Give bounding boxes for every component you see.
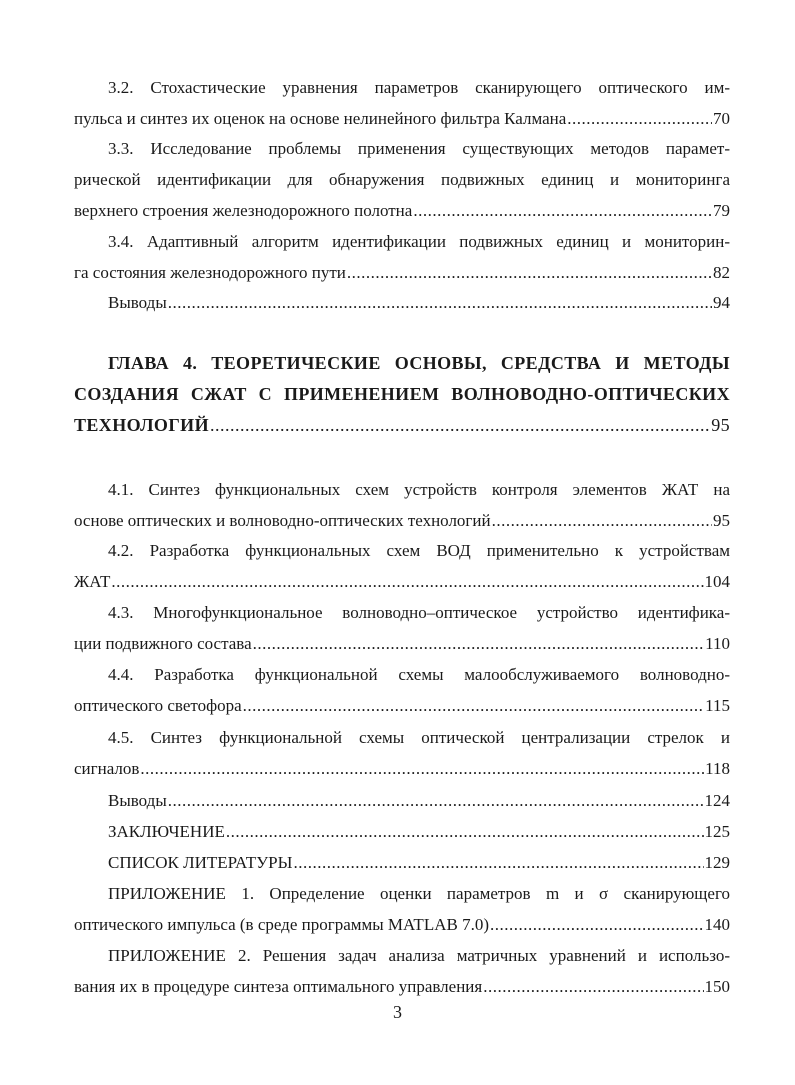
toc-entry-text: СПИСОК ЛИТЕРАТУРЫ bbox=[108, 853, 293, 872]
dot-leader bbox=[483, 971, 703, 1002]
toc-entry-text: оптического светофора bbox=[74, 696, 242, 715]
toc-entry-text: га состояния железнодорожного пути bbox=[74, 263, 346, 282]
toc-page-number: 125 bbox=[704, 822, 730, 841]
toc-entry-conclusion[interactable] bbox=[74, 816, 730, 847]
toc-page-number: 118 bbox=[705, 759, 730, 778]
toc-page-number: 140 bbox=[704, 915, 730, 934]
toc-page-number: 95 bbox=[713, 511, 730, 530]
dot-leader bbox=[492, 505, 712, 536]
toc-entry-conclusions-4[interactable] bbox=[74, 785, 730, 816]
toc-entry-text: 3.3. Исследование проблемы применения существующих методов парамет- bbox=[108, 139, 730, 158]
toc-entry-3-2[interactable] bbox=[74, 72, 730, 134]
dot-leader bbox=[168, 785, 704, 816]
dot-leader bbox=[111, 566, 703, 597]
toc-entry-text: 4.1. Синтез функциональных схем устройств контроля элементов ЖАТ на bbox=[108, 480, 730, 499]
chapter-heading: ГЛАВА 4. ТЕОРЕТИЧЕСКИЕ ОСНОВЫ, СРЕДСТВА И МЕТОДЫ bbox=[108, 353, 730, 373]
toc-entry-text: 4.2. Разработка функциональных схем ВОД применительно к устройствам bbox=[108, 541, 730, 560]
toc-page-number: 79 bbox=[713, 201, 730, 220]
toc-entry-text: 4.5. Синтез функциональной схемы оптической централизации стрелок и bbox=[108, 728, 730, 747]
toc-entry-text: верхнего строения железнодорожного полотна bbox=[74, 201, 413, 220]
toc-entry-text: 4.4. Разработка функциональной схемы малообслуживаемого волноводно- bbox=[108, 665, 730, 684]
toc-entry-text: 3.2. Стохастические уравнения параметров сканирующего оптического им- bbox=[108, 78, 730, 97]
toc-entry-4-1[interactable] bbox=[74, 474, 730, 536]
toc-entry-text: Выводы bbox=[108, 293, 167, 312]
toc-entry-text: пульса и синтез их оценок на основе нелинейного фильтра Калмана bbox=[74, 109, 567, 128]
toc-entry-4-5[interactable] bbox=[74, 722, 730, 784]
toc-page-number: 94 bbox=[713, 293, 730, 312]
dot-leader bbox=[210, 410, 710, 441]
toc-entry-text: ЗАКЛЮЧЕНИЕ bbox=[108, 822, 225, 841]
toc-page-number: 95 bbox=[711, 415, 730, 435]
dot-leader bbox=[140, 753, 704, 784]
dot-leader bbox=[347, 257, 712, 288]
toc-entry-text: вания их в процедуре синтеза оптимального управления bbox=[74, 977, 483, 996]
toc-entry-text: сигналов bbox=[74, 759, 140, 778]
toc-entry-3-3[interactable] bbox=[74, 133, 730, 226]
toc-page-number: 129 bbox=[704, 853, 730, 872]
toc-entry-appendix-2[interactable] bbox=[74, 940, 730, 1002]
toc-entry-appendix-1[interactable] bbox=[74, 878, 730, 940]
toc-entry-text: ПРИЛОЖЕНИЕ 1. Определение оценки параметров m и σ сканирующего bbox=[108, 884, 730, 903]
toc-entry-4-2[interactable] bbox=[74, 535, 730, 597]
toc-entry-3-4[interactable] bbox=[74, 226, 730, 288]
dot-leader bbox=[168, 287, 712, 318]
toc-page-number: 124 bbox=[704, 791, 730, 810]
dot-leader bbox=[293, 847, 703, 878]
toc-entry-conclusions-3[interactable] bbox=[74, 287, 730, 318]
toc-chapter-4[interactable] bbox=[74, 348, 730, 441]
dot-leader bbox=[567, 103, 712, 134]
toc-entry-4-3[interactable] bbox=[74, 597, 730, 659]
dot-leader bbox=[253, 628, 705, 659]
toc-entry-text: оптического импульса (в среде программы MATLAB 7.0) bbox=[74, 915, 489, 934]
toc-entry-4-4[interactable] bbox=[74, 659, 730, 721]
dot-leader bbox=[226, 816, 704, 847]
dot-leader bbox=[243, 690, 704, 721]
toc-entry-text: ЖАТ bbox=[74, 572, 111, 591]
chapter-heading: ТЕХНОЛОГИЙ bbox=[74, 415, 209, 435]
toc-entry-text: основе оптических и волноводно-оптических технологий bbox=[74, 511, 491, 530]
toc-entry-text: рической идентификации для обнаружения подвижных единиц и мониторинга bbox=[74, 170, 730, 189]
toc-page-number: 150 bbox=[704, 977, 730, 996]
dot-leader bbox=[490, 909, 704, 940]
toc-page-number: 70 bbox=[713, 109, 730, 128]
toc-entry-text: ции подвижного состава bbox=[74, 634, 252, 653]
toc-page-number: 82 bbox=[713, 263, 730, 282]
toc-entry-text: ПРИЛОЖЕНИЕ 2. Решения задач анализа матричных уравнений и использо- bbox=[108, 946, 730, 965]
toc-entry-references[interactable] bbox=[74, 847, 730, 878]
toc-page-number: 115 bbox=[705, 696, 730, 715]
dot-leader bbox=[413, 195, 712, 226]
toc-entry-text: Выводы bbox=[108, 791, 167, 810]
toc-entry-text: 4.3. Многофункциональное волноводно–оптическое устройство идентифика- bbox=[108, 603, 730, 622]
toc-entry-text: 3.4. Адаптивный алгоритм идентификации подвижных единиц и мониторин- bbox=[108, 232, 730, 251]
chapter-heading: СОЗДАНИЯ СЖАТ С ПРИМЕНЕНИЕМ ВОЛНОВОДНО-ОПТИЧЕСКИХ bbox=[74, 384, 730, 404]
toc-page-number: 104 bbox=[704, 572, 730, 591]
toc-page-number: 110 bbox=[705, 634, 730, 653]
page-number: 3 bbox=[393, 1002, 402, 1022]
